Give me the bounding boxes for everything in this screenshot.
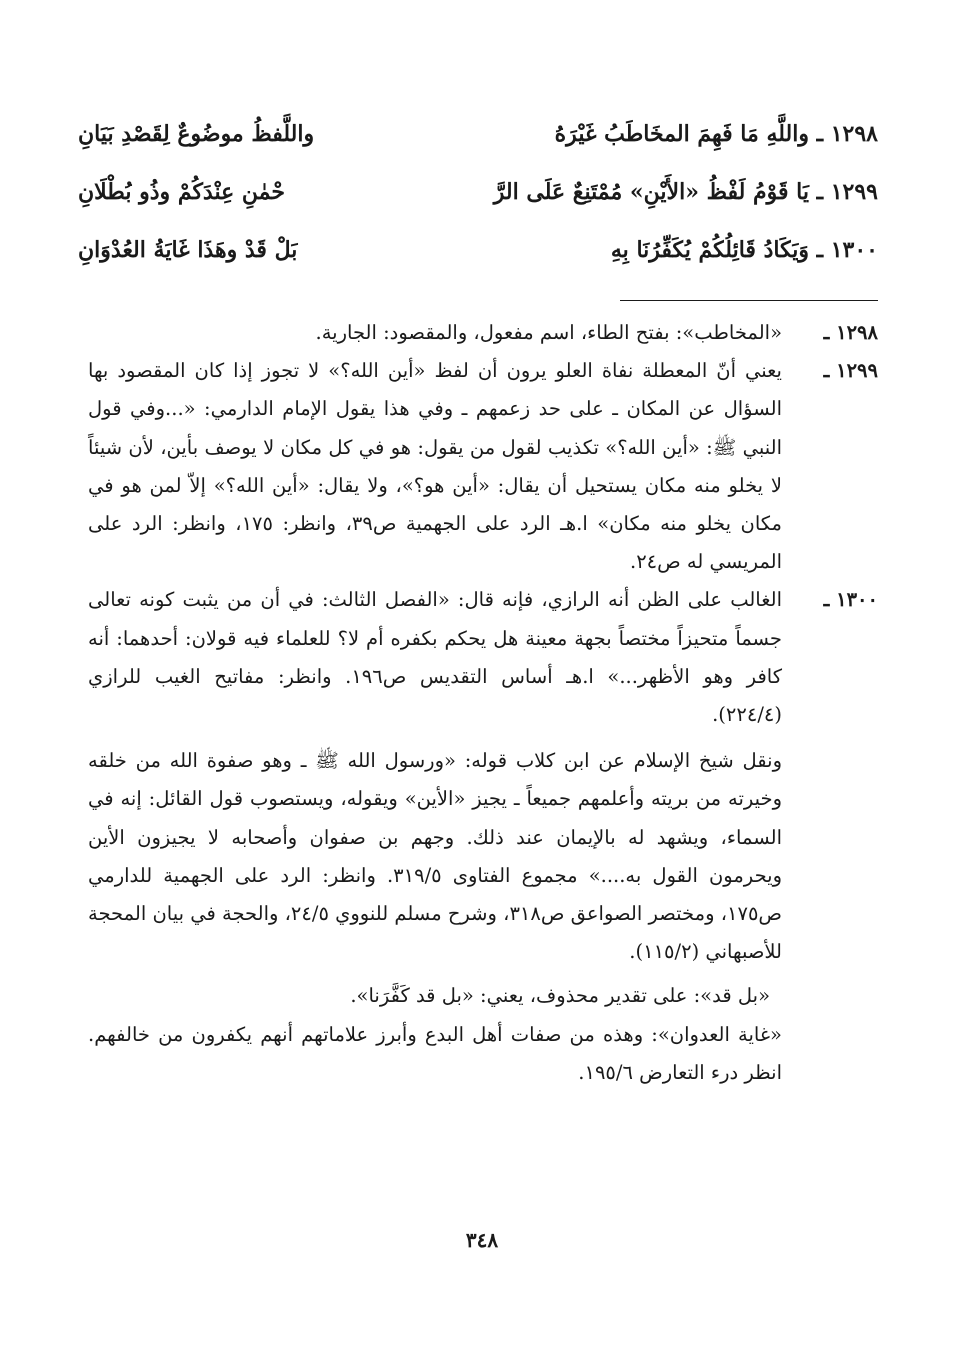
footnote-separator (620, 300, 878, 301)
verse-first-hemistich: ١٢٩٩ ـ يَا قَوْمُ لَفْظُ «الأَيْنِ» مُمْتَنِعٌ عَلَى الرَّ (493, 179, 878, 205)
footnote-text: «المخاطب»: بفتح الطاء، اسم مفعول، والمقصود: الجارية. (315, 321, 782, 344)
page-number: ٣٤٨ (465, 1228, 499, 1252)
verse-second-hemistich: حْمٰنِ عِنْدَكُمْ وذُو بُطْلَانِ (78, 179, 285, 205)
footnote-text: الغالب على الظن أنه الرازي، فإنه قال: «الفصل الثالث: في أن من يثبت كونه تعالى جسماً متحيزاً مختصاً بجهة معينة هل يحكم بكفره أم لا؟ للعلماء فيه قولان: أحدهما: أنه كافر وهو الأظهر...» ا.هـ أساس التقديس ص١٩٦. وانظر: مفاتيح الغيب للرازي (٢٢٤/٤). (88, 588, 782, 727)
verse-1300 (78, 221, 878, 279)
footnote-1299 (88, 352, 878, 581)
footnote-text: يعني أنّ المعطلة نفاة العلو يرون أن لفظ «أين الله؟» لا تجوز إذا كان المقصود بها السؤال عن المكان ـ على حد زعمهم ـ وفي هذا يقول الإمام الدارمي: «...وفي قول النبي ﷺ: «أين الله؟» تكذيب لقول من يقول: هو في كل مكان لا يوصف بأين، لأن شيئاً لا يخلو منه مكان يستحيل أن يقال: «أين هو؟»، ولا يقال: «أين الله؟» إلاّ لمن هو في مكان يخلو منه مكان» ا.هـ الرد على الجهمية ص٣٩، وانظر: ١٧٥، وانظر: الرد على المريسي له ص٢٤. (88, 359, 783, 574)
footnote-paragraph: ونقل شيخ الإسلام عن ابن كلاب قوله: «ورسول الله ﷺ ـ وهو صفوة الله من خلقه وخيرته من بريته وأعلمهم جميعاً ـ يجيز «الأين» ويقوله، ويستصوب قول القائل: إنه في السماء، ويشهد له بالإيمان عند ذلك. وجهم بن صفوان وأصحابه لا يجيزون الأين ويحرمون القول به....» مجموع الفتاوى ٣١٩/٥. وانظر: الرد على الجهمية للدارمي ص١٧٥، ومختصر الصواعق ص٣١٨، وشرح مسلم للنووي ٢٤/٥، والحجة في بيان المحجة للأصبهاني (١١٥/٢). (88, 749, 783, 964)
verse-1298 (78, 105, 878, 163)
verse-first-hemistich: ١٣٠٠ ـ وَيَكَادُ قَائِلُكُمْ يُكَفِّرُنَا بِهِ (610, 237, 878, 263)
footnotes (88, 314, 878, 1092)
verse-second-hemistich: بَلْ قَدْ وهَذَا غَايَةُ العُدْوَانِ (78, 237, 298, 263)
verse-1299 (78, 163, 878, 221)
footnote-1298 (88, 314, 878, 352)
verse-first-hemistich: ١٢٩٨ ـ واللَّهِ مَا فَهِمَ المخَاطَبُ غَيْرَهُ (554, 121, 878, 147)
footnote-1300 (88, 581, 878, 734)
footnote-paragraph: «بل قد»: على تقدير محذوف، يعني: «بل قد كَفَّرَنا». (350, 984, 770, 1008)
footnote-number: ١٢٩٨ ـ (823, 321, 878, 344)
footnote-paragraph: «غاية العدوان»: وهذه من صفات أهل البدع وأبرز علاماتهم أنهم يكفرون من خالفهم. انظر درء التعارض ١٩٥/٦. (88, 1022, 782, 1084)
footnote-number: ١٢٩٩ ـ (823, 359, 878, 383)
verse-second-hemistich: واللَّفظُ موضُوعٌ لِقَصْدِ بَيَانِ (78, 121, 315, 147)
verse-block (78, 105, 878, 279)
footnote-number: ١٣٠٠ ـ (823, 588, 878, 612)
